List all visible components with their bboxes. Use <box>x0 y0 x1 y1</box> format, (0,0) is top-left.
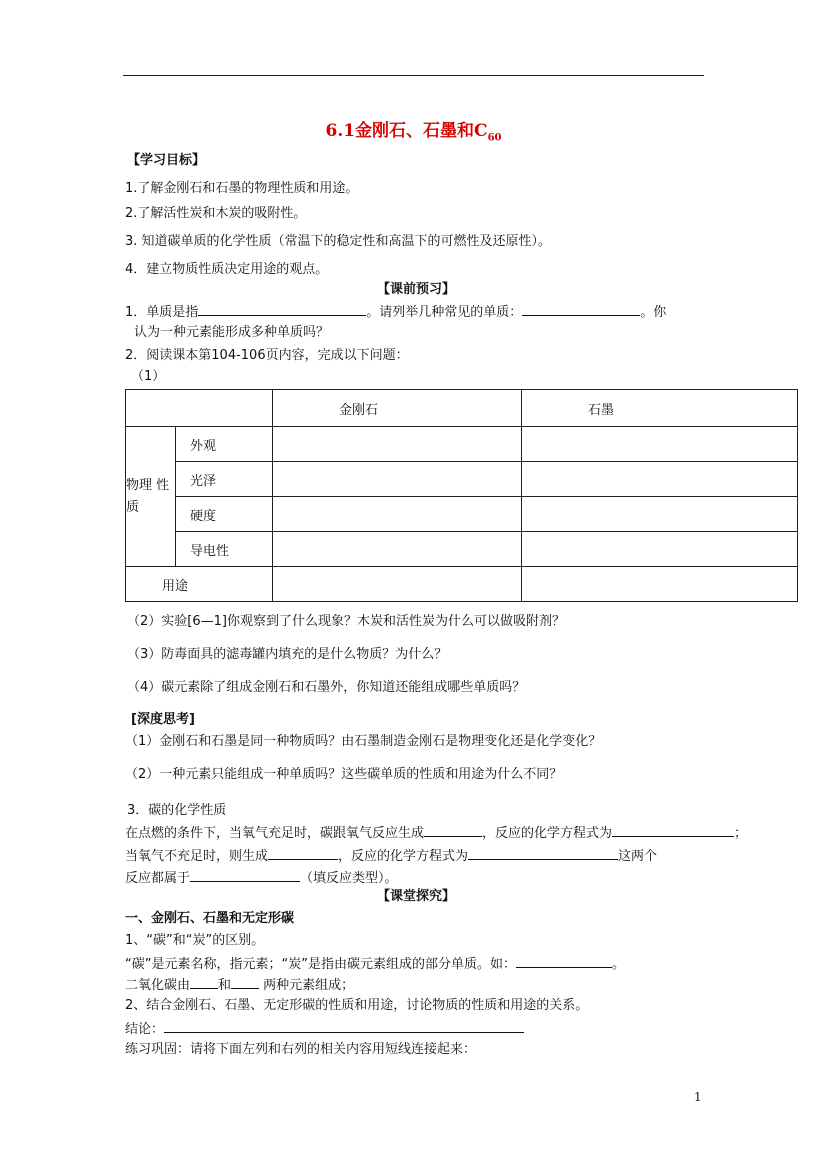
table-header-diamond: 金刚石 <box>273 390 522 427</box>
chem-heading: 3．碳的化学性质 <box>127 803 227 818</box>
blank-field[interactable] <box>190 868 300 882</box>
page-number: 1 <box>694 1090 702 1104</box>
blank-field[interactable] <box>164 1019 524 1033</box>
table-corner-cell <box>126 390 273 427</box>
table-row <box>126 497 798 532</box>
preview-heading: 【课前预习】 <box>377 282 456 297</box>
answer-cell[interactable] <box>273 462 522 497</box>
blank-field[interactable] <box>198 302 366 316</box>
deep-question: （1）金刚石和石墨是同一种物质吗？由石墨制造金刚石是物理变化还是化学变化？ <box>125 734 602 749</box>
table-header-graphite: 石墨 <box>522 390 798 427</box>
answer-cell[interactable] <box>273 532 522 567</box>
page-title: 6.1金刚石、石墨和$C_{60}$ <box>325 121 502 144</box>
question-item: （2）实验[6—1]你观察到了什么现象？木炭和活性炭为什么可以做吸附剂？ <box>127 614 565 629</box>
answer-cell[interactable] <box>522 497 798 532</box>
usage-label: 用途 <box>126 567 273 602</box>
objective-item: 1.了解金刚石和石墨的物理性质和用途。 <box>125 181 359 196</box>
answer-cell[interactable] <box>273 427 522 462</box>
blank-field[interactable] <box>468 846 618 860</box>
question-item: （3）防毒面具的滤毒罐内填充的是什么物质？为什么？ <box>127 647 448 662</box>
blank-field[interactable] <box>516 954 612 968</box>
table-row <box>126 567 798 602</box>
blank-field[interactable] <box>612 823 734 837</box>
answer-cell[interactable] <box>522 427 798 462</box>
explore-item: “碳”是元素名称，指元素；“炭”是指由碳元素组成的部分单质。如： 。 <box>125 954 625 974</box>
deep-question: （2）一种元素只能组成一种单质吗？这些碳单质的性质和用途为什么不同？ <box>125 767 563 782</box>
header-rule <box>123 75 704 76</box>
answer-cell[interactable] <box>522 567 798 602</box>
chem-line: 当氧气不充足时，则生成 ，反应的化学方程式为 这两个 <box>125 846 657 866</box>
blank-field[interactable] <box>190 975 218 989</box>
table-row <box>126 462 798 497</box>
physical-property-label: 物理 性质 <box>126 427 176 567</box>
deep-thinking-heading: [深度思考] <box>131 712 195 727</box>
preview-q2-sub: （1） <box>131 369 166 384</box>
explore-item: 二氧化碳由 和 两种元素组成； <box>125 975 354 995</box>
practice-instruction: 练习巩固：请将下面左列和右列的相关内容用短线连接起来： <box>125 1042 477 1057</box>
blank-field[interactable] <box>268 846 338 860</box>
objective-item: 3. 知道碳单质的化学性质（常温下的稳定性和高温下的可燃性及还原性）。 <box>125 234 552 249</box>
answer-cell[interactable] <box>273 497 522 532</box>
question-item: （4）碳元素除了组成金刚石和石墨外，你知道还能组成哪些单质吗？ <box>127 680 526 695</box>
blank-field[interactable] <box>231 975 259 989</box>
objectives-heading: 【学习目标】 <box>127 153 206 168</box>
explore-heading: 【课堂探究】 <box>377 889 456 904</box>
table-row <box>126 427 798 462</box>
answer-cell[interactable] <box>273 567 522 602</box>
blank-field[interactable] <box>522 302 640 316</box>
row-label: 导电性 <box>176 532 273 567</box>
row-label: 光泽 <box>176 462 273 497</box>
objective-item: 4．建立物质性质决定用途的观点。 <box>125 262 329 277</box>
answer-cell[interactable] <box>522 532 798 567</box>
explore-section-title: 一、金刚石、石墨和无定形碳 <box>125 911 295 926</box>
property-table <box>125 389 798 602</box>
title-subscript: 60 <box>487 132 502 144</box>
objective-item: 2.了解活性炭和木炭的吸附性。 <box>125 206 307 221</box>
conclusion-line: 结论： <box>125 1019 524 1039</box>
explore-item: 1、“碳”和“炭”的区别。 <box>125 933 265 948</box>
preview-q2: 2．阅读课本第104-106页内容，完成以下问题： <box>125 348 409 363</box>
table-row <box>126 390 798 427</box>
preview-q1-continued: 认为一种元素能形成多种单质吗？ <box>134 325 330 340</box>
answer-cell[interactable] <box>522 462 798 497</box>
explore-item: 2、结合金刚石、石墨、无定形碳的性质和用途，讨论物质的性质和用途的关系。 <box>125 998 589 1013</box>
row-label: 硬度 <box>176 497 273 532</box>
preview-q1: 1．单质是指 。请列举几种常见的单质： 。你 <box>125 302 666 322</box>
chem-line: 在点燃的条件下，当氧气充足时，碳跟氧气反应生成 ，反应的化学方程式为 ； <box>125 823 747 843</box>
row-label: 外观 <box>176 427 273 462</box>
blank-field[interactable] <box>424 823 482 837</box>
table-row <box>126 532 798 567</box>
chem-line: 反应都属于 （填反应类型）。 <box>125 868 398 888</box>
